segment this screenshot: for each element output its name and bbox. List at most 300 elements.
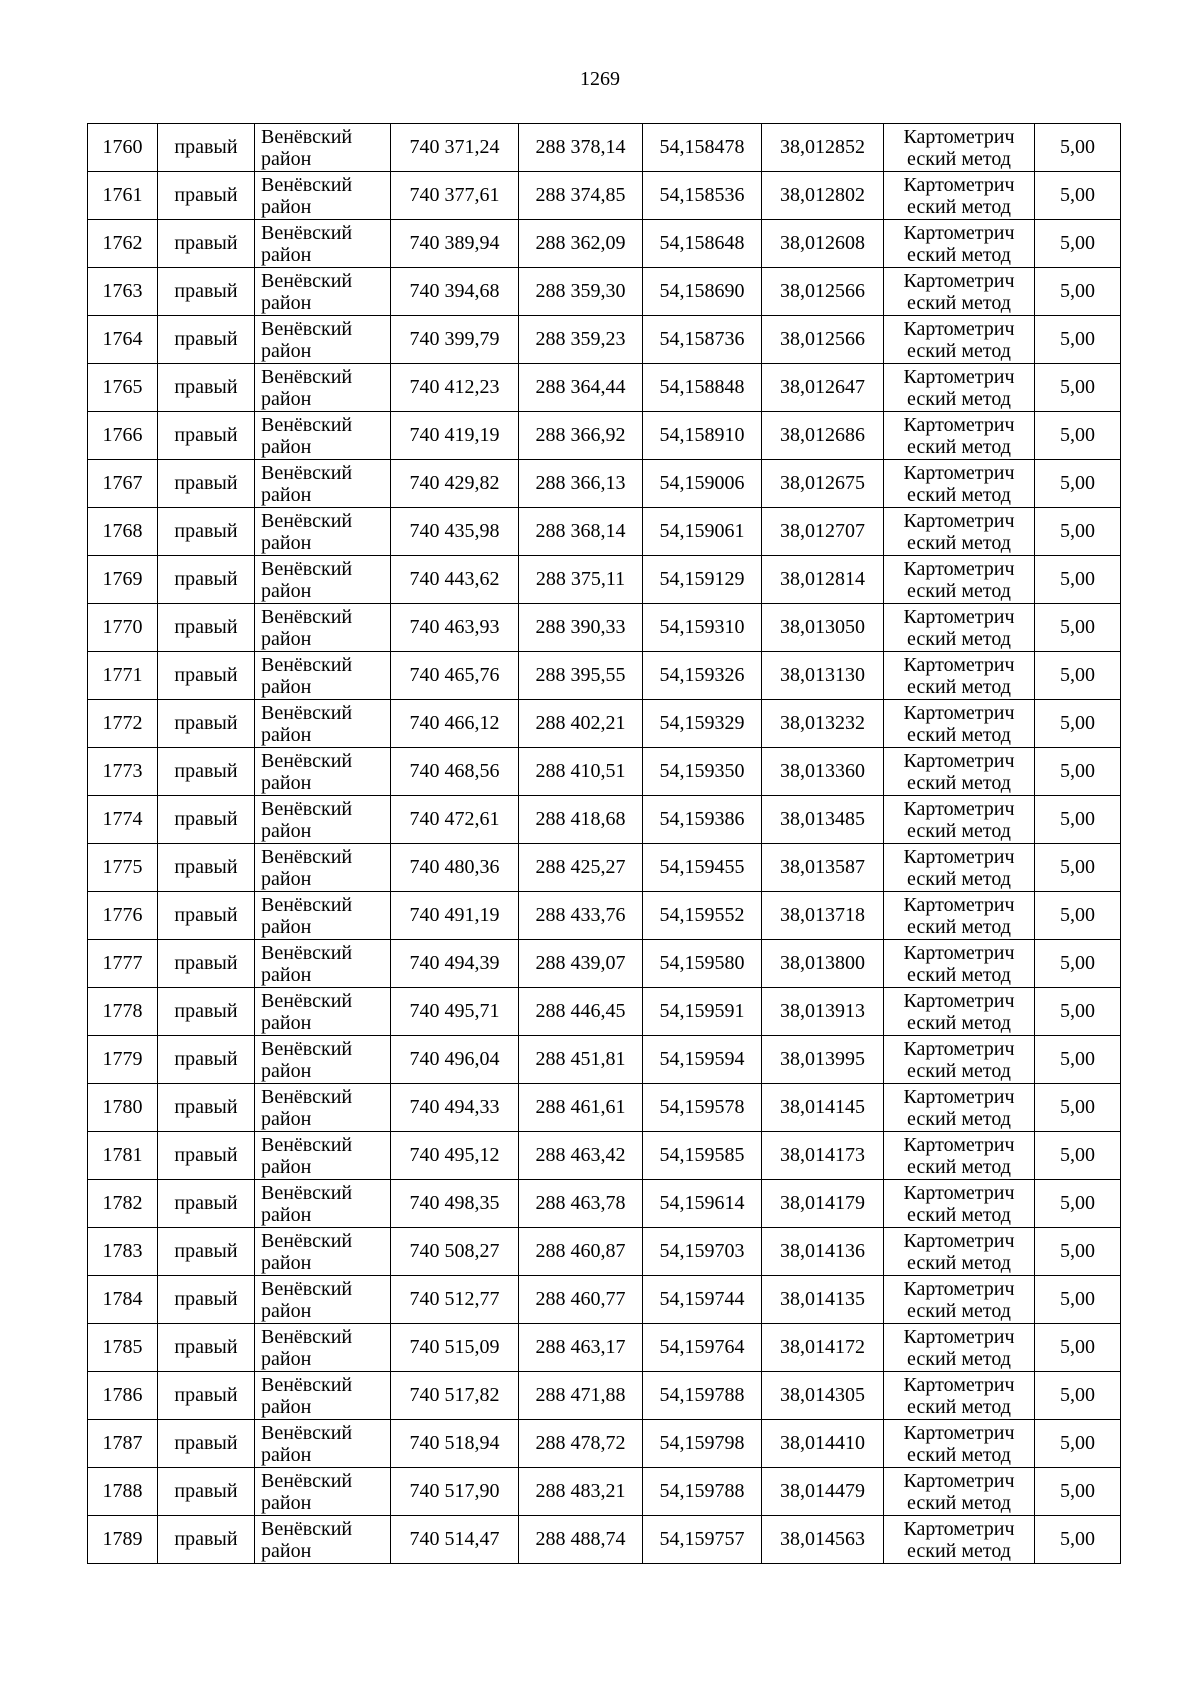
method-line-1: Картометрич <box>903 1325 1015 1348</box>
x-coordinate-cell: 740 419,19 <box>391 412 519 460</box>
latitude-cell: 54,159129 <box>643 556 762 604</box>
longitude-cell: 38,014136 <box>762 1228 884 1276</box>
latitude-cell: 54,159614 <box>643 1180 762 1228</box>
table-row <box>88 1084 1121 1132</box>
accuracy-cell: 5,00 <box>1035 1036 1121 1084</box>
district-line-1: Венёвский <box>261 1421 353 1444</box>
y-coordinate-cell: 288 460,87 <box>519 1228 643 1276</box>
bank-side-cell: правый <box>158 892 255 940</box>
method-cell <box>884 460 1035 508</box>
method-line-2: еский метод <box>907 1443 1011 1466</box>
accuracy-cell: 5,00 <box>1035 124 1121 172</box>
district-cell <box>255 988 391 1036</box>
bank-side-cell: правый <box>158 1372 255 1420</box>
table-row <box>88 940 1121 988</box>
longitude-cell: 38,014172 <box>762 1324 884 1372</box>
method-cell <box>884 1468 1035 1516</box>
method-line-2: еский метод <box>907 1395 1011 1418</box>
district-cell <box>255 748 391 796</box>
bank-side-cell: правый <box>158 1516 255 1564</box>
method-cell <box>884 1180 1035 1228</box>
district-line-1: Венёвский <box>261 605 353 628</box>
accuracy-cell: 5,00 <box>1035 1420 1121 1468</box>
district-cell <box>255 700 391 748</box>
method-cell <box>884 844 1035 892</box>
latitude-cell: 54,158536 <box>643 172 762 220</box>
method-line-2: еский метод <box>907 1491 1011 1514</box>
bank-side-cell: правый <box>158 1036 255 1084</box>
method-cell <box>884 1372 1035 1420</box>
bank-side-cell: правый <box>158 844 255 892</box>
x-coordinate-cell: 740 480,36 <box>391 844 519 892</box>
method-cell <box>884 988 1035 1036</box>
method-line-2: еский метод <box>907 819 1011 842</box>
bank-side-cell: правый <box>158 1228 255 1276</box>
bank-side-cell: правый <box>158 1180 255 1228</box>
method-line-2: еский метод <box>907 243 1011 266</box>
table-row <box>88 1516 1121 1564</box>
x-coordinate-cell: 740 389,94 <box>391 220 519 268</box>
method-cell <box>884 1276 1035 1324</box>
latitude-cell: 54,159585 <box>643 1132 762 1180</box>
accuracy-cell: 5,00 <box>1035 364 1121 412</box>
district-line-2: район <box>261 1011 312 1034</box>
method-line-1: Картометрич <box>903 1469 1015 1492</box>
method-line-1: Картометрич <box>903 125 1015 148</box>
bank-side-cell: правый <box>158 1420 255 1468</box>
accuracy-cell: 5,00 <box>1035 556 1121 604</box>
district-line-2: район <box>261 675 312 698</box>
longitude-cell: 38,012566 <box>762 268 884 316</box>
method-cell <box>884 652 1035 700</box>
longitude-cell: 38,013360 <box>762 748 884 796</box>
district-line-2: район <box>261 963 312 986</box>
y-coordinate-cell: 288 378,14 <box>519 124 643 172</box>
x-coordinate-cell: 740 496,04 <box>391 1036 519 1084</box>
point-number-cell: 1767 <box>88 460 158 508</box>
district-cell <box>255 1516 391 1564</box>
method-line-1: Картометрич <box>903 1517 1015 1540</box>
bank-side-cell: правый <box>158 1132 255 1180</box>
accuracy-cell: 5,00 <box>1035 1372 1121 1420</box>
method-line-1: Картометрич <box>903 749 1015 772</box>
y-coordinate-cell: 288 463,42 <box>519 1132 643 1180</box>
x-coordinate-cell: 740 443,62 <box>391 556 519 604</box>
district-line-2: район <box>261 531 312 554</box>
district-line-2: район <box>261 819 312 842</box>
y-coordinate-cell: 288 375,11 <box>519 556 643 604</box>
latitude-cell: 54,159703 <box>643 1228 762 1276</box>
table-row <box>88 460 1121 508</box>
table-row <box>88 604 1121 652</box>
x-coordinate-cell: 740 517,90 <box>391 1468 519 1516</box>
x-coordinate-cell: 740 463,93 <box>391 604 519 652</box>
latitude-cell: 54,159578 <box>643 1084 762 1132</box>
y-coordinate-cell: 288 390,33 <box>519 604 643 652</box>
longitude-cell: 38,013232 <box>762 700 884 748</box>
y-coordinate-cell: 288 402,21 <box>519 700 643 748</box>
longitude-cell: 38,012686 <box>762 412 884 460</box>
table-row <box>88 796 1121 844</box>
table-row <box>88 844 1121 892</box>
y-coordinate-cell: 288 395,55 <box>519 652 643 700</box>
bank-side-cell: правый <box>158 652 255 700</box>
table-row <box>88 1276 1121 1324</box>
accuracy-cell: 5,00 <box>1035 988 1121 1036</box>
district-line-1: Венёвский <box>261 509 353 532</box>
bank-side-cell: правый <box>158 220 255 268</box>
longitude-cell: 38,013800 <box>762 940 884 988</box>
y-coordinate-cell: 288 461,61 <box>519 1084 643 1132</box>
accuracy-cell: 5,00 <box>1035 844 1121 892</box>
point-number-cell: 1781 <box>88 1132 158 1180</box>
method-line-1: Картометрич <box>903 1133 1015 1156</box>
accuracy-cell: 5,00 <box>1035 268 1121 316</box>
district-cell <box>255 892 391 940</box>
district-line-2: район <box>261 291 312 314</box>
x-coordinate-cell: 740 494,39 <box>391 940 519 988</box>
method-line-1: Картометрич <box>903 221 1015 244</box>
page-number: 1269 <box>580 68 620 90</box>
district-cell <box>255 412 391 460</box>
longitude-cell: 38,013718 <box>762 892 884 940</box>
latitude-cell: 54,159744 <box>643 1276 762 1324</box>
method-cell <box>884 940 1035 988</box>
y-coordinate-cell: 288 460,77 <box>519 1276 643 1324</box>
district-cell <box>255 1468 391 1516</box>
longitude-cell: 38,014179 <box>762 1180 884 1228</box>
table-row <box>88 1324 1121 1372</box>
method-line-2: еский метод <box>907 1251 1011 1274</box>
x-coordinate-cell: 740 472,61 <box>391 796 519 844</box>
method-cell <box>884 796 1035 844</box>
district-cell <box>255 604 391 652</box>
bank-side-cell: правый <box>158 604 255 652</box>
method-line-2: еский метод <box>907 339 1011 362</box>
point-number-cell: 1768 <box>88 508 158 556</box>
latitude-cell: 54,159757 <box>643 1516 762 1564</box>
longitude-cell: 38,012852 <box>762 124 884 172</box>
accuracy-cell: 5,00 <box>1035 652 1121 700</box>
district-line-1: Венёвский <box>261 941 353 964</box>
method-cell <box>884 892 1035 940</box>
method-line-2: еский метод <box>907 1299 1011 1322</box>
x-coordinate-cell: 740 465,76 <box>391 652 519 700</box>
accuracy-cell: 5,00 <box>1035 892 1121 940</box>
point-number-cell: 1785 <box>88 1324 158 1372</box>
accuracy-cell: 5,00 <box>1035 604 1121 652</box>
x-coordinate-cell: 740 429,82 <box>391 460 519 508</box>
longitude-cell: 38,013913 <box>762 988 884 1036</box>
district-cell <box>255 940 391 988</box>
method-line-1: Картометрич <box>903 557 1015 580</box>
table-row <box>88 268 1121 316</box>
district-line-1: Венёвский <box>261 269 353 292</box>
x-coordinate-cell: 740 371,24 <box>391 124 519 172</box>
y-coordinate-cell: 288 359,30 <box>519 268 643 316</box>
method-line-2: еский метод <box>907 195 1011 218</box>
district-cell <box>255 1036 391 1084</box>
district-line-2: район <box>261 867 312 890</box>
y-coordinate-cell: 288 433,76 <box>519 892 643 940</box>
district-cell <box>255 124 391 172</box>
method-cell <box>884 700 1035 748</box>
method-line-1: Картометрич <box>903 893 1015 916</box>
method-cell <box>884 508 1035 556</box>
district-line-1: Венёвский <box>261 557 353 580</box>
table-row <box>88 412 1121 460</box>
table-row <box>88 1036 1121 1084</box>
method-cell <box>884 748 1035 796</box>
method-line-2: еский метод <box>907 1059 1011 1082</box>
point-number-cell: 1776 <box>88 892 158 940</box>
bank-side-cell: правый <box>158 940 255 988</box>
district-line-1: Венёвский <box>261 461 353 484</box>
method-cell <box>884 1036 1035 1084</box>
district-line-1: Венёвский <box>261 221 353 244</box>
x-coordinate-cell: 740 515,09 <box>391 1324 519 1372</box>
district-line-1: Венёвский <box>261 749 353 772</box>
district-line-2: район <box>261 915 312 938</box>
point-number-cell: 1760 <box>88 124 158 172</box>
point-number-cell: 1779 <box>88 1036 158 1084</box>
method-line-1: Картометрич <box>903 1037 1015 1060</box>
point-number-cell: 1769 <box>88 556 158 604</box>
district-line-1: Венёвский <box>261 989 353 1012</box>
latitude-cell: 54,159591 <box>643 988 762 1036</box>
district-line-2: район <box>261 1155 312 1178</box>
latitude-cell: 54,159798 <box>643 1420 762 1468</box>
accuracy-cell: 5,00 <box>1035 220 1121 268</box>
longitude-cell: 38,014135 <box>762 1276 884 1324</box>
table-body <box>88 124 1121 1564</box>
district-line-2: район <box>261 1443 312 1466</box>
district-cell <box>255 460 391 508</box>
method-line-1: Картометрич <box>903 941 1015 964</box>
method-line-2: еский метод <box>907 579 1011 602</box>
bank-side-cell: правый <box>158 700 255 748</box>
method-cell <box>884 172 1035 220</box>
latitude-cell: 54,158478 <box>643 124 762 172</box>
longitude-cell: 38,012608 <box>762 220 884 268</box>
bank-side-cell: правый <box>158 748 255 796</box>
y-coordinate-cell: 288 374,85 <box>519 172 643 220</box>
table-row <box>88 1228 1121 1276</box>
table-row <box>88 124 1121 172</box>
method-line-2: еский метод <box>907 1203 1011 1226</box>
longitude-cell: 38,013050 <box>762 604 884 652</box>
district-cell <box>255 1228 391 1276</box>
latitude-cell: 54,159455 <box>643 844 762 892</box>
district-line-2: район <box>261 1059 312 1082</box>
x-coordinate-cell: 740 468,56 <box>391 748 519 796</box>
x-coordinate-cell: 740 399,79 <box>391 316 519 364</box>
method-cell <box>884 1516 1035 1564</box>
method-cell <box>884 220 1035 268</box>
method-line-2: еский метод <box>907 867 1011 890</box>
bank-side-cell: правый <box>158 316 255 364</box>
x-coordinate-cell: 740 412,23 <box>391 364 519 412</box>
point-number-cell: 1782 <box>88 1180 158 1228</box>
method-line-2: еский метод <box>907 963 1011 986</box>
y-coordinate-cell: 288 368,14 <box>519 508 643 556</box>
table-row <box>88 556 1121 604</box>
latitude-cell: 54,158736 <box>643 316 762 364</box>
district-line-2: район <box>261 243 312 266</box>
bank-side-cell: правый <box>158 556 255 604</box>
y-coordinate-cell: 288 362,09 <box>519 220 643 268</box>
method-cell <box>884 1324 1035 1372</box>
latitude-cell: 54,158690 <box>643 268 762 316</box>
point-number-cell: 1778 <box>88 988 158 1036</box>
y-coordinate-cell: 288 471,88 <box>519 1372 643 1420</box>
point-number-cell: 1787 <box>88 1420 158 1468</box>
y-coordinate-cell: 288 478,72 <box>519 1420 643 1468</box>
accuracy-cell: 5,00 <box>1035 1468 1121 1516</box>
method-line-2: еский метод <box>907 723 1011 746</box>
method-cell <box>884 316 1035 364</box>
district-line-1: Венёвский <box>261 701 353 724</box>
longitude-cell: 38,014563 <box>762 1516 884 1564</box>
method-line-2: еский метод <box>907 531 1011 554</box>
latitude-cell: 54,159310 <box>643 604 762 652</box>
longitude-cell: 38,014145 <box>762 1084 884 1132</box>
x-coordinate-cell: 740 377,61 <box>391 172 519 220</box>
x-coordinate-cell: 740 508,27 <box>391 1228 519 1276</box>
latitude-cell: 54,159552 <box>643 892 762 940</box>
point-number-cell: 1772 <box>88 700 158 748</box>
x-coordinate-cell: 740 494,33 <box>391 1084 519 1132</box>
latitude-cell: 54,159006 <box>643 460 762 508</box>
district-cell <box>255 1180 391 1228</box>
district-line-2: район <box>261 1107 312 1130</box>
latitude-cell: 54,159594 <box>643 1036 762 1084</box>
point-number-cell: 1784 <box>88 1276 158 1324</box>
method-line-2: еский метод <box>907 915 1011 938</box>
point-number-cell: 1783 <box>88 1228 158 1276</box>
method-line-1: Картометрич <box>903 269 1015 292</box>
method-line-2: еский метод <box>907 291 1011 314</box>
longitude-cell: 38,012647 <box>762 364 884 412</box>
method-cell <box>884 1084 1035 1132</box>
accuracy-cell: 5,00 <box>1035 1180 1121 1228</box>
district-line-2: район <box>261 771 312 794</box>
method-cell <box>884 1228 1035 1276</box>
bank-side-cell: правый <box>158 1468 255 1516</box>
latitude-cell: 54,159329 <box>643 700 762 748</box>
district-line-1: Венёвский <box>261 173 353 196</box>
method-line-1: Картометрич <box>903 317 1015 340</box>
district-line-1: Венёвский <box>261 317 353 340</box>
accuracy-cell: 5,00 <box>1035 412 1121 460</box>
y-coordinate-cell: 288 483,21 <box>519 1468 643 1516</box>
method-line-1: Картометрич <box>903 509 1015 532</box>
longitude-cell: 38,014305 <box>762 1372 884 1420</box>
longitude-cell: 38,013485 <box>762 796 884 844</box>
district-line-1: Венёвский <box>261 1229 353 1252</box>
method-line-1: Картометрич <box>903 1277 1015 1300</box>
method-line-2: еский метод <box>907 1107 1011 1130</box>
latitude-cell: 54,159350 <box>643 748 762 796</box>
table-row <box>88 364 1121 412</box>
point-number-cell: 1773 <box>88 748 158 796</box>
method-line-1: Картометрич <box>903 989 1015 1012</box>
accuracy-cell: 5,00 <box>1035 1516 1121 1564</box>
latitude-cell: 54,159061 <box>643 508 762 556</box>
district-line-2: район <box>261 1251 312 1274</box>
y-coordinate-cell: 288 446,45 <box>519 988 643 1036</box>
table-row <box>88 748 1121 796</box>
longitude-cell: 38,014479 <box>762 1468 884 1516</box>
longitude-cell: 38,012814 <box>762 556 884 604</box>
district-line-1: Венёвский <box>261 1085 353 1108</box>
point-number-cell: 1786 <box>88 1372 158 1420</box>
district-line-1: Венёвский <box>261 845 353 868</box>
district-line-1: Венёвский <box>261 1373 353 1396</box>
district-cell <box>255 1324 391 1372</box>
y-coordinate-cell: 288 439,07 <box>519 940 643 988</box>
y-coordinate-cell: 288 359,23 <box>519 316 643 364</box>
x-coordinate-cell: 740 495,12 <box>391 1132 519 1180</box>
bank-side-cell: правый <box>158 172 255 220</box>
district-line-1: Венёвский <box>261 413 353 436</box>
method-line-1: Картометрич <box>903 1085 1015 1108</box>
accuracy-cell: 5,00 <box>1035 172 1121 220</box>
bank-side-cell: правый <box>158 1084 255 1132</box>
point-number-cell: 1761 <box>88 172 158 220</box>
accuracy-cell: 5,00 <box>1035 1324 1121 1372</box>
method-line-1: Картометрич <box>903 701 1015 724</box>
point-number-cell: 1777 <box>88 940 158 988</box>
x-coordinate-cell: 740 466,12 <box>391 700 519 748</box>
district-line-2: район <box>261 1491 312 1514</box>
method-line-1: Картометрич <box>903 653 1015 676</box>
latitude-cell: 54,159386 <box>643 796 762 844</box>
method-cell <box>884 124 1035 172</box>
latitude-cell: 54,159788 <box>643 1372 762 1420</box>
method-cell <box>884 364 1035 412</box>
district-line-1: Венёвский <box>261 1277 353 1300</box>
point-number-cell: 1762 <box>88 220 158 268</box>
x-coordinate-cell: 740 512,77 <box>391 1276 519 1324</box>
y-coordinate-cell: 288 463,78 <box>519 1180 643 1228</box>
method-cell <box>884 556 1035 604</box>
table-row <box>88 508 1121 556</box>
x-coordinate-cell: 740 514,47 <box>391 1516 519 1564</box>
latitude-cell: 54,159580 <box>643 940 762 988</box>
district-cell <box>255 796 391 844</box>
latitude-cell: 54,158848 <box>643 364 762 412</box>
district-line-1: Венёвский <box>261 1325 353 1348</box>
method-line-2: еский метод <box>907 627 1011 650</box>
x-coordinate-cell: 740 435,98 <box>391 508 519 556</box>
table-row <box>88 1180 1121 1228</box>
method-line-2: еский метод <box>907 1347 1011 1370</box>
longitude-cell: 38,014410 <box>762 1420 884 1468</box>
district-line-1: Венёвский <box>261 1037 353 1060</box>
longitude-cell: 38,013995 <box>762 1036 884 1084</box>
method-line-2: еский метод <box>907 435 1011 458</box>
method-line-1: Картометрич <box>903 605 1015 628</box>
method-line-1: Картометрич <box>903 173 1015 196</box>
district-cell <box>255 316 391 364</box>
accuracy-cell: 5,00 <box>1035 796 1121 844</box>
table-row <box>88 892 1121 940</box>
district-line-1: Венёвский <box>261 797 353 820</box>
table-row <box>88 1132 1121 1180</box>
longitude-cell: 38,012802 <box>762 172 884 220</box>
accuracy-cell: 5,00 <box>1035 940 1121 988</box>
